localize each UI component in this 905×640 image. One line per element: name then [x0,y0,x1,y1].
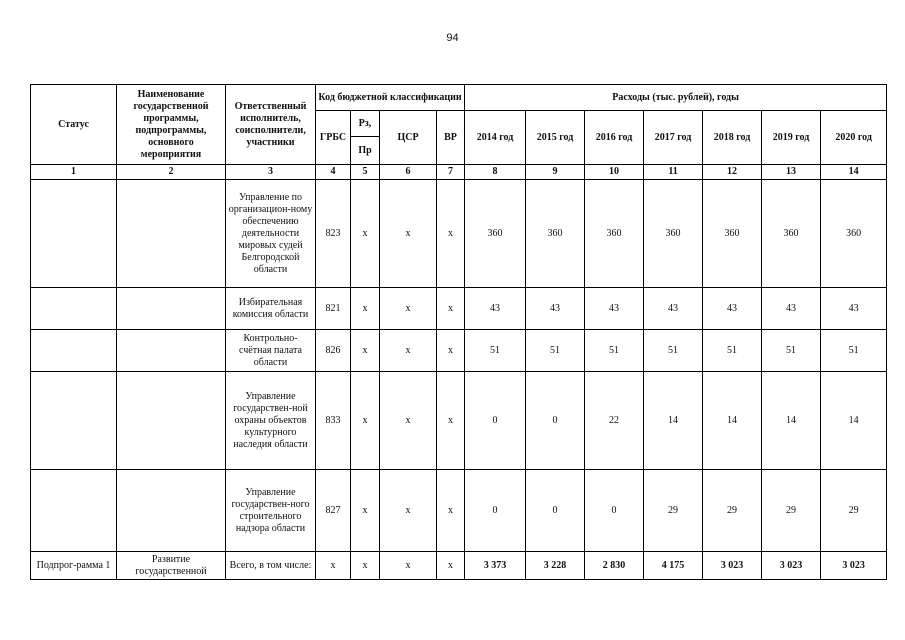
status-cell [31,330,117,372]
table-row [31,330,887,372]
program-cell: Развитие государственной [117,552,226,580]
column-number: 1 [31,165,117,180]
header-year-2016: 2016 год [585,111,644,165]
column-number: 13 [762,165,821,180]
value-cell: 0 [526,470,585,552]
header-budget-code: Код бюджетной классификации [316,85,465,111]
value-cell: 14 [821,372,887,470]
value-cell: 43 [821,288,887,330]
program-cell [117,330,226,372]
column-number: 5 [351,165,380,180]
rzpr-cell: х [351,552,380,580]
column-number: 4 [316,165,351,180]
header-year-2020: 2020 год [821,111,887,165]
grbs-cell: 833 [316,372,351,470]
value-cell: 43 [526,288,585,330]
rzpr-cell: х [351,288,380,330]
header-year-2015: 2015 год [526,111,585,165]
executor-cell: Управление по организацион-ному обеспечению деятельности мировых судей Белгородской области [226,180,316,288]
value-cell: 51 [585,330,644,372]
csr-cell: х [380,470,437,552]
vr-cell: х [437,372,465,470]
rzpr-cell: х [351,180,380,288]
column-number: 2 [117,165,226,180]
status-cell [31,180,117,288]
csr-cell: х [380,330,437,372]
header-rz: Рз, [351,111,380,137]
csr-cell: х [380,180,437,288]
value-cell: 4 175 [644,552,703,580]
vr-cell: х [437,330,465,372]
value-cell: 51 [526,330,585,372]
status-cell [31,372,117,470]
grbs-cell: 821 [316,288,351,330]
csr-cell: х [380,288,437,330]
grbs-cell: 827 [316,470,351,552]
header-expenses: Расходы (тыс. рублей), годы [465,85,887,111]
value-cell: 0 [585,470,644,552]
value-cell: 43 [762,288,821,330]
table-row [31,372,887,470]
value-cell: 3 023 [703,552,762,580]
value-cell: 29 [644,470,703,552]
value-cell: 14 [703,372,762,470]
value-cell: 29 [821,470,887,552]
header-vr: ВР [437,111,465,165]
column-number: 9 [526,165,585,180]
value-cell: 51 [762,330,821,372]
executor-cell: Избирательная комиссия области [226,288,316,330]
column-number: 10 [585,165,644,180]
table-row [31,288,887,330]
value-cell: 29 [703,470,762,552]
value-cell: 14 [644,372,703,470]
value-cell: 14 [762,372,821,470]
program-cell [117,288,226,330]
table-row [31,552,887,580]
grbs-cell: х [316,552,351,580]
column-number: 7 [437,165,465,180]
column-number: 3 [226,165,316,180]
rzpr-cell: х [351,372,380,470]
header-program-name: Наименование государственной программы, подпрограммы, основного мероприятия [117,85,226,165]
program-cell [117,372,226,470]
table-row [31,470,887,552]
column-number-row [31,165,887,180]
value-cell: 43 [465,288,526,330]
column-number: 12 [703,165,762,180]
budget-table [30,84,887,580]
value-cell: 51 [821,330,887,372]
column-number: 14 [821,165,887,180]
value-cell: 51 [644,330,703,372]
value-cell: 360 [465,180,526,288]
value-cell: 43 [585,288,644,330]
header-pr: Пр [351,137,380,165]
value-cell: 0 [465,372,526,470]
vr-cell: х [437,552,465,580]
vr-cell: х [437,180,465,288]
value-cell: 3 228 [526,552,585,580]
grbs-cell: 823 [316,180,351,288]
value-cell: 0 [465,470,526,552]
value-cell: 43 [703,288,762,330]
rzpr-cell: х [351,470,380,552]
value-cell: 3 023 [821,552,887,580]
status-cell [31,288,117,330]
status-cell [31,470,117,552]
value-cell: 43 [644,288,703,330]
header-csr: ЦСР [380,111,437,165]
status-cell: Подпрог-рамма 1 [31,552,117,580]
header-year-2019: 2019 год [762,111,821,165]
vr-cell: х [437,470,465,552]
program-cell [117,180,226,288]
value-cell: 360 [703,180,762,288]
value-cell: 51 [465,330,526,372]
value-cell: 360 [585,180,644,288]
value-cell: 360 [526,180,585,288]
value-cell: 360 [821,180,887,288]
column-number: 11 [644,165,703,180]
executor-cell: Управление государствен-ной охраны объектов культурного наследия области [226,372,316,470]
value-cell: 0 [526,372,585,470]
grbs-cell: 826 [316,330,351,372]
csr-cell: х [380,372,437,470]
table-row [31,180,887,288]
header-year-2018: 2018 год [703,111,762,165]
value-cell: 29 [762,470,821,552]
value-cell: 22 [585,372,644,470]
column-number: 8 [465,165,526,180]
value-cell: 360 [644,180,703,288]
header-year-2017: 2017 год [644,111,703,165]
value-cell: 51 [703,330,762,372]
executor-cell: Всего, в том числе: [226,552,316,580]
header-executor: Ответственный исполнитель, соисполнители, участники [226,85,316,165]
csr-cell: х [380,552,437,580]
header-status: Статус [31,85,117,165]
rzpr-cell: х [351,330,380,372]
value-cell: 360 [762,180,821,288]
header-year-2014: 2014 год [465,111,526,165]
value-cell: 2 830 [585,552,644,580]
program-cell [117,470,226,552]
vr-cell: х [437,288,465,330]
page-number: 94 [446,32,459,44]
column-number: 6 [380,165,437,180]
value-cell: 3 023 [762,552,821,580]
executor-cell: Управление государствен-ного строительного надзора области [226,470,316,552]
value-cell: 3 373 [465,552,526,580]
header-grbs: ГРБС [316,111,351,165]
executor-cell: Контрольно-счётная палата области [226,330,316,372]
